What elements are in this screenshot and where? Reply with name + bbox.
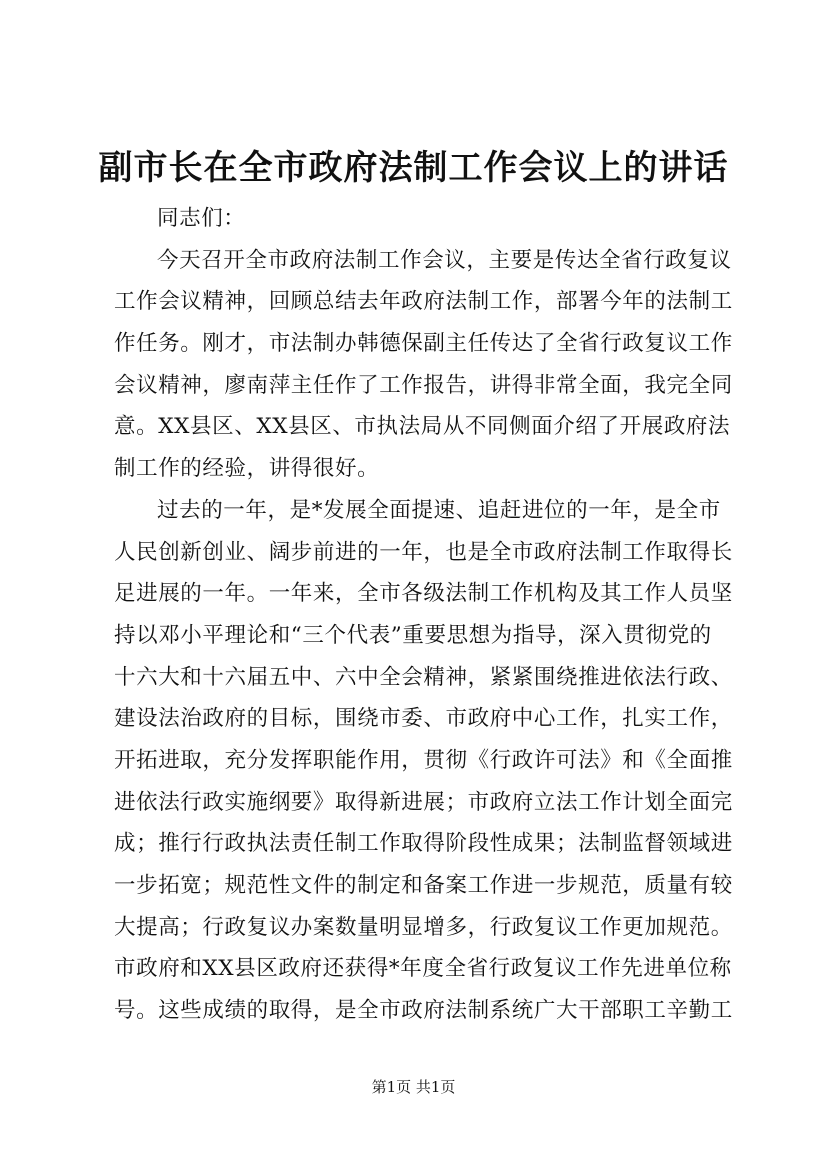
paragraph-line: 号。这些成绩的取得，是全市政府法制系统广大干部职工辛勤工 xyxy=(114,998,733,1024)
paragraph-line: 成；推行行政执法责任制工作取得阶段性成果；法制监督领域进 xyxy=(114,831,733,857)
paragraph-line: 作任务。刚才，市法制办韩德保副主任传达了全省行政复议工作 xyxy=(114,331,733,357)
paragraph-line: 过去的一年，是*发展全面提速、追赶进位的一年，是全市 xyxy=(157,497,721,523)
paragraph-line: 会议精神，廖南萍主任作了工作报告，讲得非常全面，我完全同 xyxy=(114,372,733,398)
page-footer: 第1页 共1页 xyxy=(371,1078,456,1096)
paragraph-line: 建设法治政府的目标，围绕市委、市政府中心工作，扎实工作， xyxy=(114,706,733,732)
paragraph-line: 开拓进取，充分发挥职能作用，贯彻《行政许可法》和《全面推 xyxy=(114,747,733,773)
paragraph-line: 十六大和十六届五中、六中全会精神，紧紧围绕推进依法行政、 xyxy=(114,664,733,690)
salutation-line: 同志们： xyxy=(157,206,246,231)
document-body xyxy=(114,198,734,1032)
paragraph-line: 人民创新创业、阔步前进的一年，也是全市政府法制工作取得长 xyxy=(114,539,733,565)
paragraph-line: 持以邓小平理论和“三个代表”重要思想为指导，深入贯彻党的 xyxy=(114,622,712,648)
paragraph-line: 大提高；行政复议办案数量明显增多，行政复议工作更加规范。 xyxy=(114,914,733,940)
paragraph-line: 市政府和XX县区政府还获得*年度全省行政复议工作先进单位称 xyxy=(114,956,732,982)
paragraph-line: 今天召开全市政府法制工作会议，主要是传达全省行政复议 xyxy=(157,247,732,273)
paragraph-line: 足进展的一年。一年来，全市各级法制工作机构及其工作人员坚 xyxy=(114,581,733,607)
paragraph-line: 制工作的经验，讲得很好。 xyxy=(114,456,380,482)
document-title: 副市长在全市政府法制工作会议上的讲话 xyxy=(98,148,729,188)
paragraph-line: 工作会议精神，回顾总结去年政府法制工作，部署今年的法制工 xyxy=(114,289,733,315)
paragraph-line: 进依法行政实施纲要》取得新进展；市政府立法工作计划全面完 xyxy=(114,789,733,815)
paragraph-line: 意。XX县区、XX县区、市执法局从不同侧面介绍了开展政府法 xyxy=(114,414,731,440)
paragraph-line: 一步拓宽；规范性文件的制定和备案工作进一步规范，质量有较 xyxy=(114,873,733,898)
